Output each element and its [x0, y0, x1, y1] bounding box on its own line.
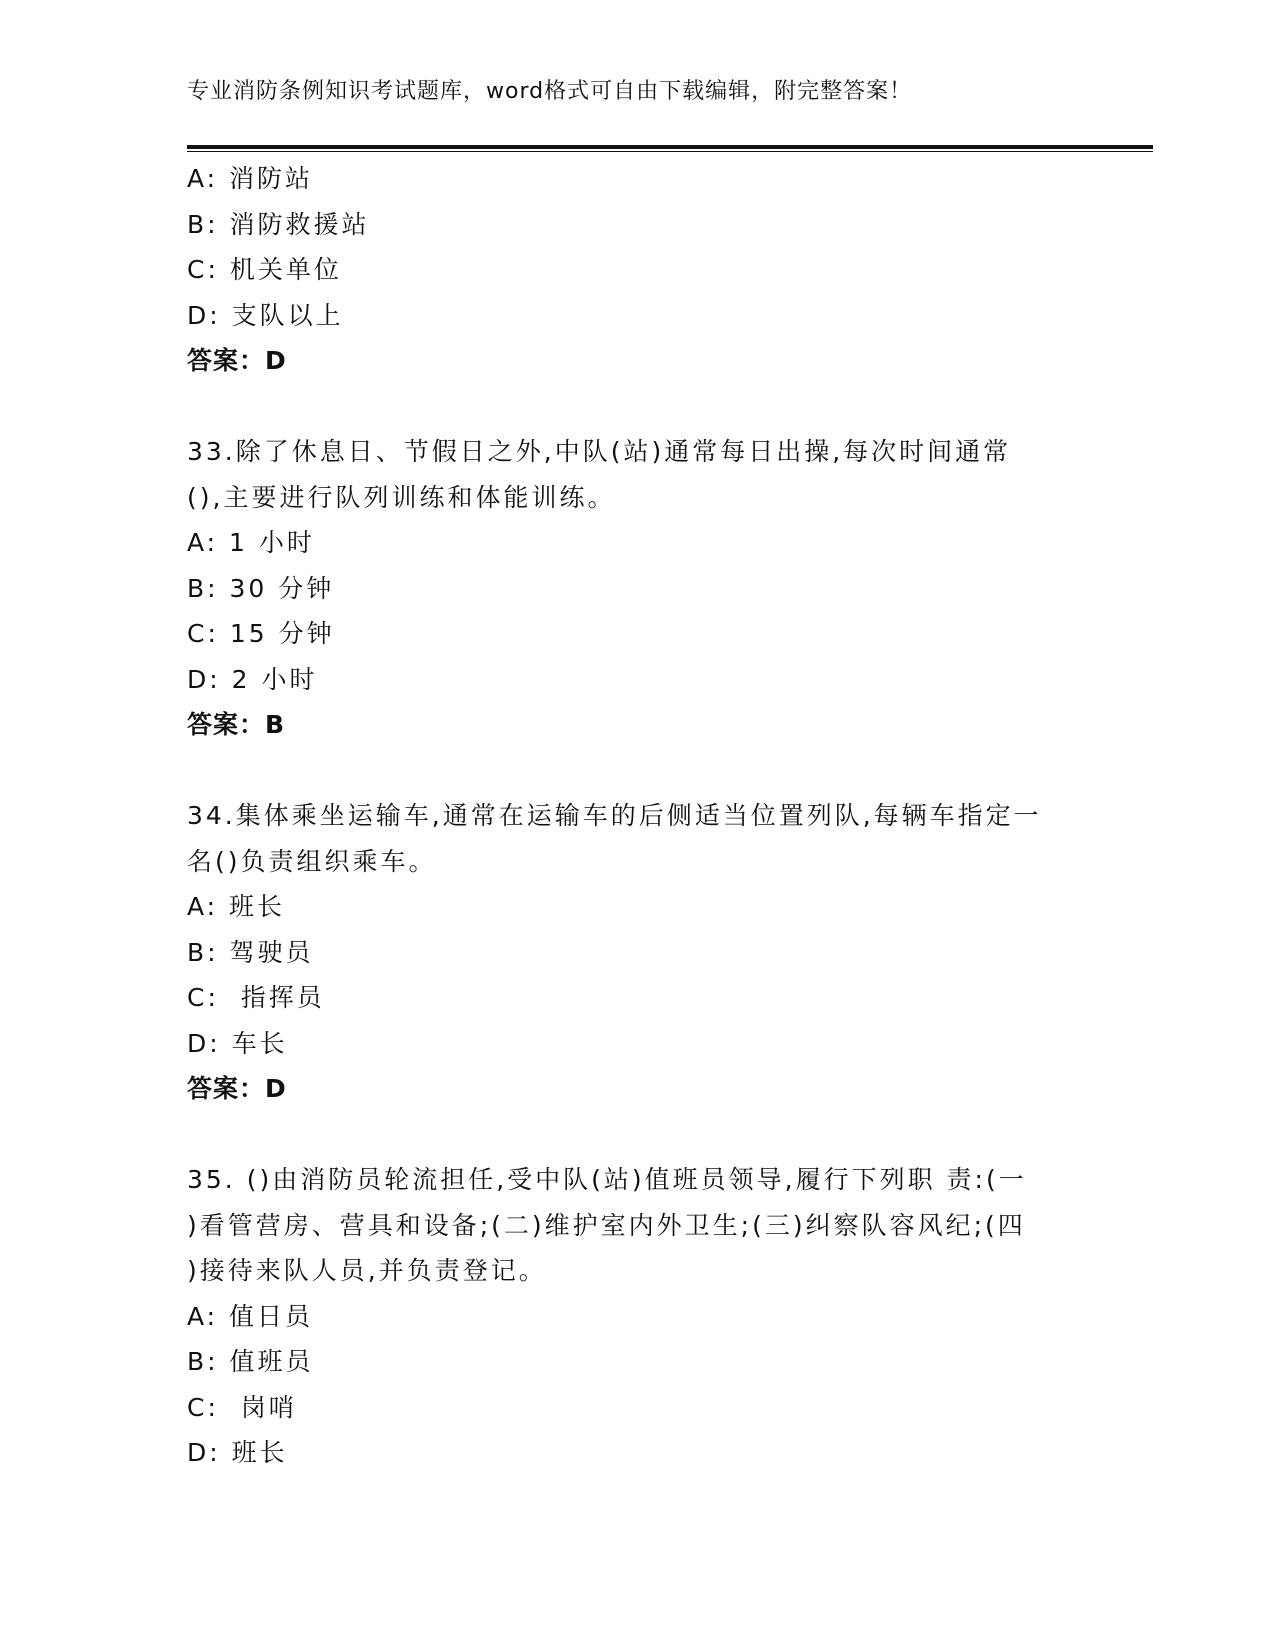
option-b: B: 消防救援站	[187, 209, 370, 239]
option-c: C: 指挥员	[187, 983, 325, 1012]
option-b: B: 30 分钟	[187, 573, 335, 603]
question-32-block	[187, 156, 1087, 384]
option-a: A: 1 小时	[187, 528, 315, 557]
question-35-block	[187, 1157, 1087, 1476]
question-text: (),主要进行队列训练和体能训练。	[187, 482, 616, 512]
document-body	[187, 156, 1087, 1476]
page-header: 专业消防条例知识考试题库，word格式可自由下载编辑，附完整答案！	[187, 79, 913, 104]
spacer	[187, 748, 1087, 794]
question-text: 名()负责组织乘车。	[187, 846, 437, 876]
option-a: A: 值日员	[187, 1301, 314, 1331]
question-34-block	[187, 793, 1087, 1112]
question-33-block	[187, 429, 1087, 748]
option-d: D: 2 小时	[187, 664, 318, 694]
header-rule-thin	[187, 151, 1153, 152]
header-rule-thick	[187, 145, 1153, 149]
answer-line: 答案：D	[187, 1074, 287, 1103]
question-text: 35. ()由消防员轮流担任,受中队(站)值班员领导,履行下列职 责:(一	[187, 1165, 1027, 1194]
spacer	[187, 1112, 1087, 1158]
option-a: A: 班长	[187, 892, 286, 921]
option-c: C: 岗哨	[187, 1392, 297, 1422]
answer-line: 答案：D	[187, 346, 287, 375]
question-text: )接待来队人员,并负责登记。	[187, 1256, 547, 1285]
question-text: 34.集体乘坐运输车,通常在运输车的后侧适当位置列队,每辆车指定一	[187, 801, 1042, 830]
option-d: D: 车长	[187, 1028, 288, 1058]
option-b: B: 值班员	[187, 1347, 314, 1376]
answer-line: 答案：B	[187, 710, 286, 739]
option-d: D: 班长	[187, 1438, 288, 1467]
option-c: C: 机关单位	[187, 255, 342, 284]
option-c: C: 15 分钟	[187, 619, 335, 648]
option-a: A: 消防站	[187, 164, 314, 193]
question-text: 33.除了休息日、节假日之外,中队(站)通常每日出操,每次时间通常	[187, 437, 1012, 466]
option-d: D: 支队以上	[187, 300, 344, 330]
option-b: B: 驾驶员	[187, 937, 314, 967]
spacer	[187, 384, 1087, 430]
question-text: )看管营房、营具和设备;(二)维护室内外卫生;(三)纠察队容风纪;(四	[187, 1210, 1026, 1240]
